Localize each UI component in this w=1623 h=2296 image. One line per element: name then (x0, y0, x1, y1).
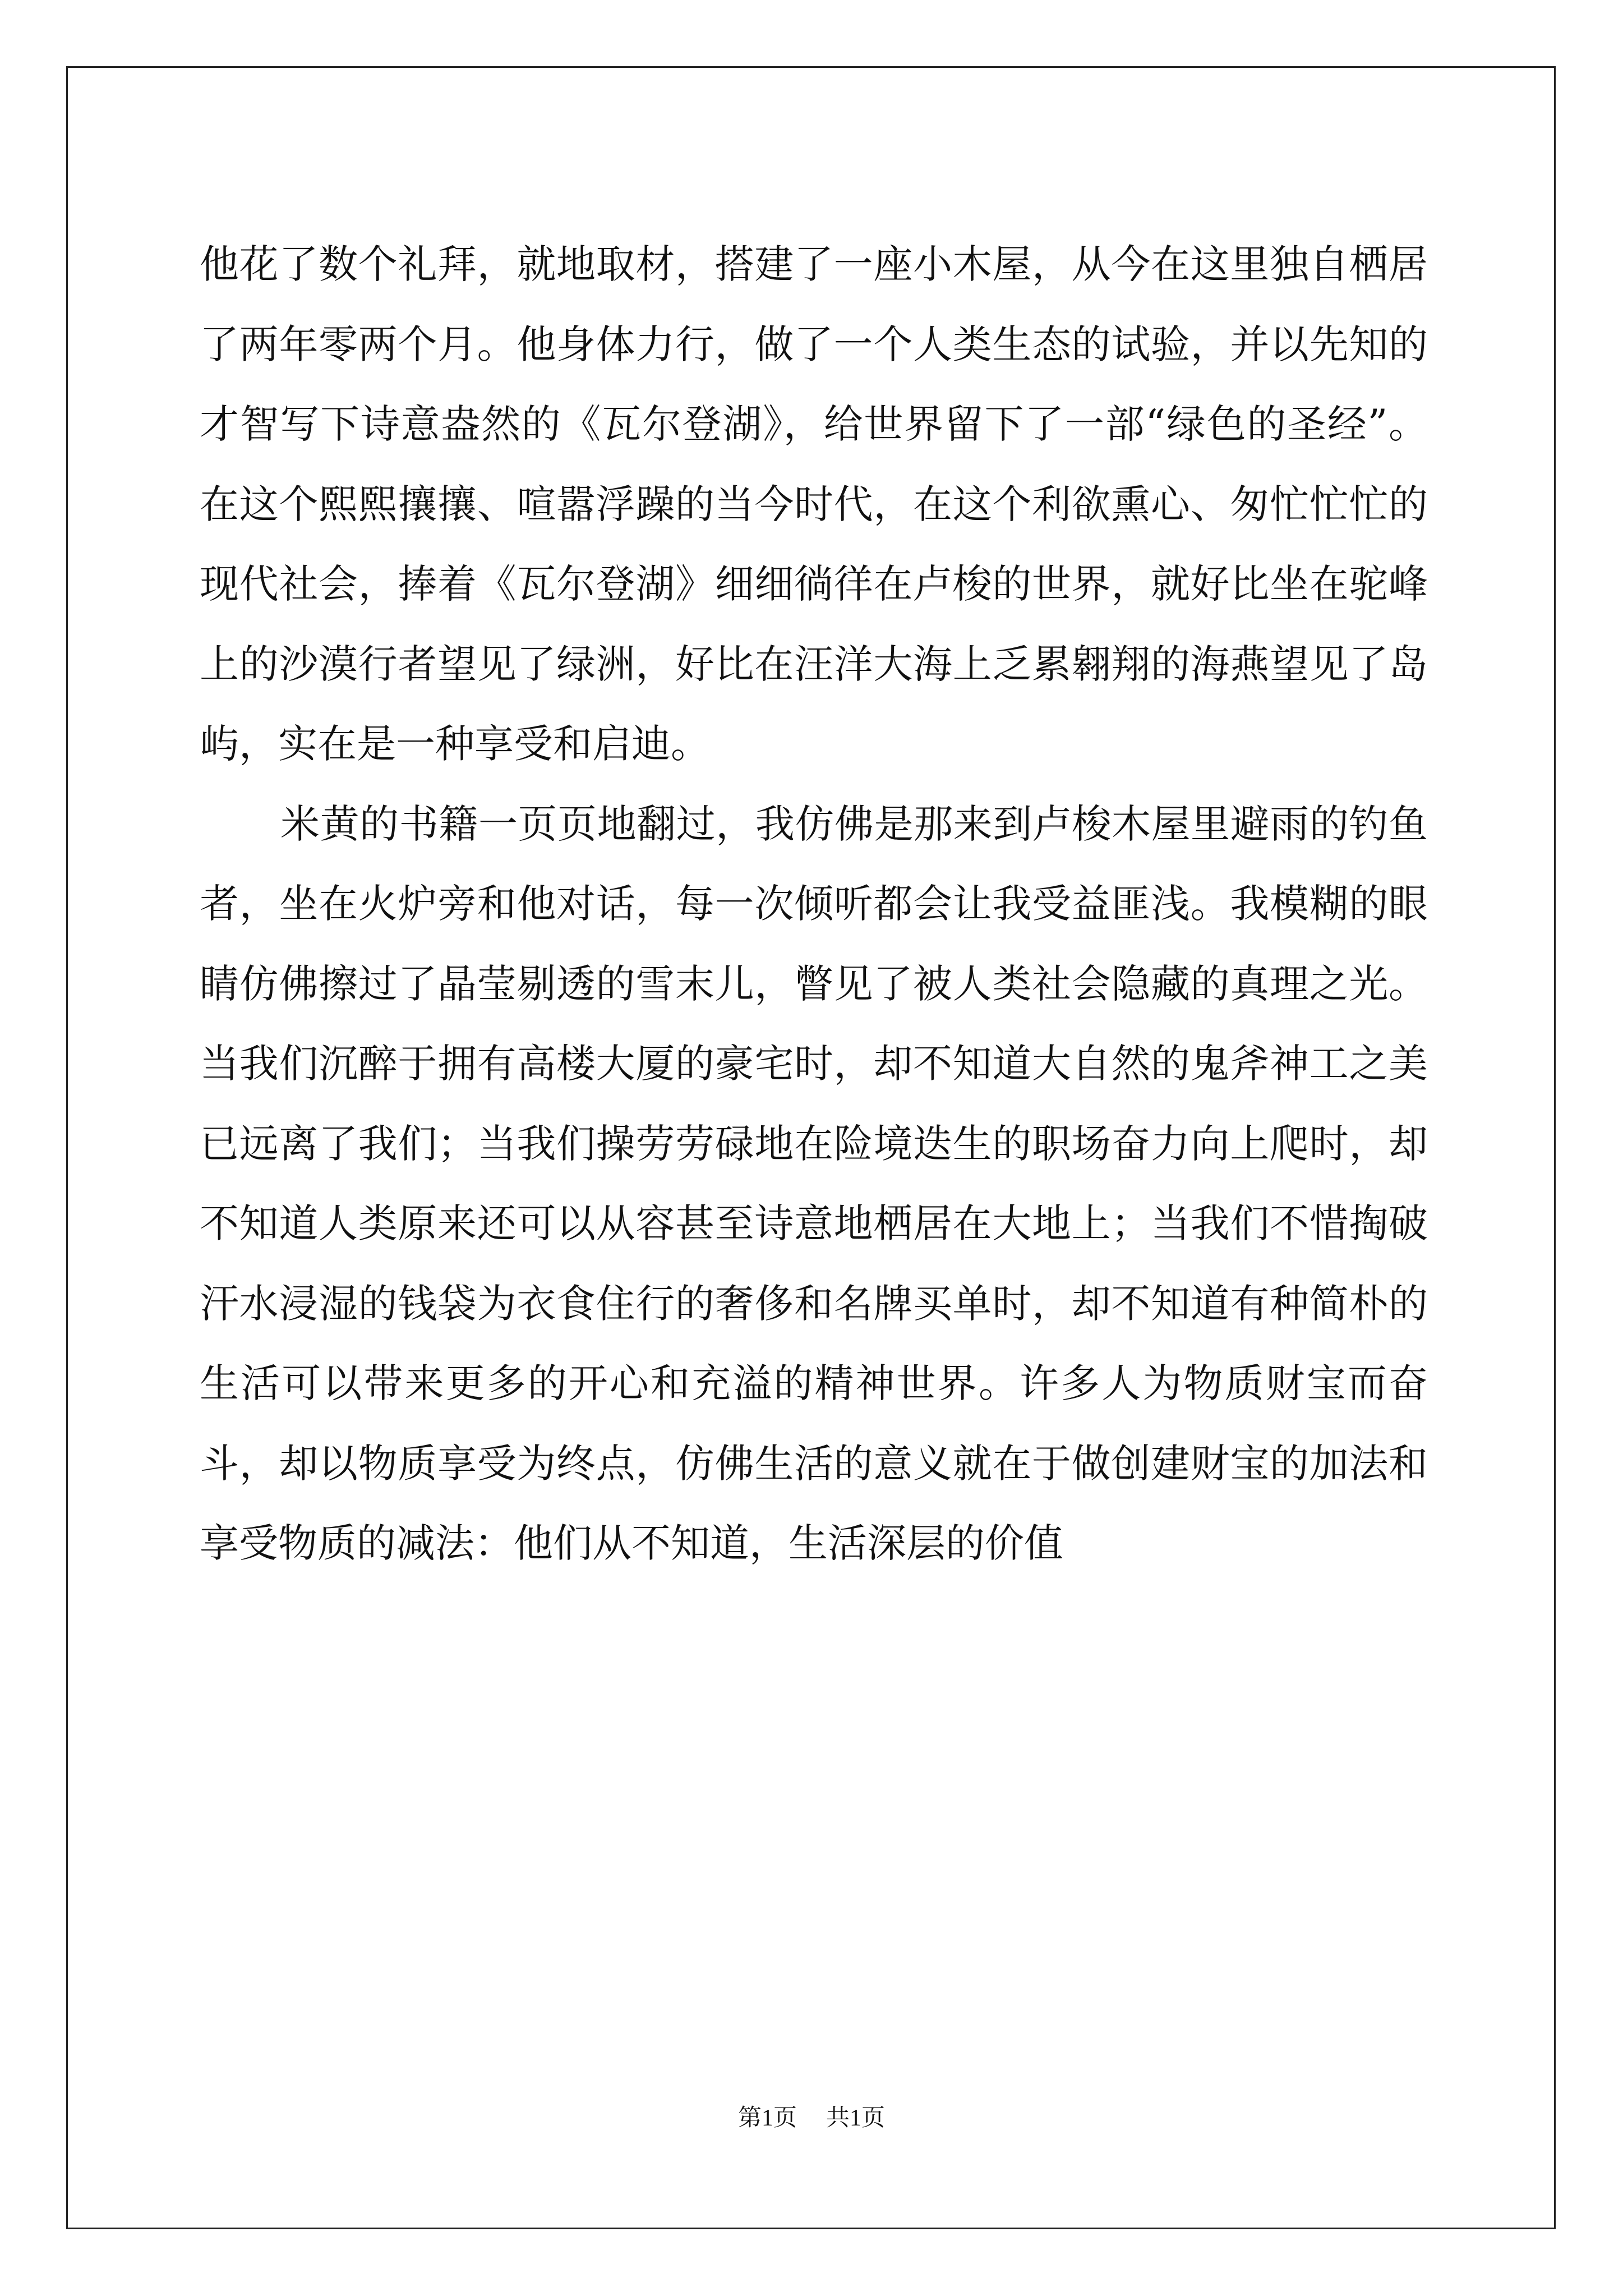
paragraph-2: 米黄的书籍一页页地翻过，我仿佛是那来到卢梭木屋里避雨的钓鱼者，坐在火炉旁和他对话，每一次倾听都会让我受益匪浅。我模糊的眼睛仿佛擦过了晶莹剔透的雪末儿，瞥见了被人类社会隐藏的真理之光。当我们沉醉于拥有高楼大厦的豪宅时，却不知道大自然的鬼斧神工之美已远离了我们；当我们操劳劳碌地在险境迭生的职场奋力向上爬时，却不知道人类原来还可以从容甚至诗意地栖居在大地上；当我们不惜掏破汗水浸湿的钱袋为衣食住行的奢侈和名牌买单时，却不知道有种简朴的生活可以带来更多的开心和充溢的精神世界。许多人为物质财宝而奋斗，却以物质享受为终点，仿佛生活的意义就在于做创建财宝的加法和享受物质的减法：他们从不知道，生活深层的价值 (200, 800, 1428, 1566)
page-footer (0, 2102, 1623, 2134)
page-total-label: 共1页 (826, 2105, 886, 2131)
document-body (200, 224, 1428, 1584)
page-number-label: 第1页 (737, 2105, 797, 2131)
paragraph-1: 他花了数个礼拜，就地取材，搭建了一座小木屋，从今在这里独自栖居了两年零两个月。他身体力行，做了一个人类生态的试验，并以先知的才智写下诗意盎然的《瓦尔登湖》，给世界留下了一部“绿色的圣经”。在这个熙熙攘攘、喧嚣浮躁的当今时代，在这个利欲熏心、匆忙忙忙的现代社会，捧着《瓦尔登湖》细细徜徉在卢梭的世界，就好比坐在驼峰上的沙漠行者望见了绿洲，好比在汪洋大海上乏累翱翔的海燕望见了岛屿，实在是一种享受和启迪。 (200, 241, 1428, 767)
